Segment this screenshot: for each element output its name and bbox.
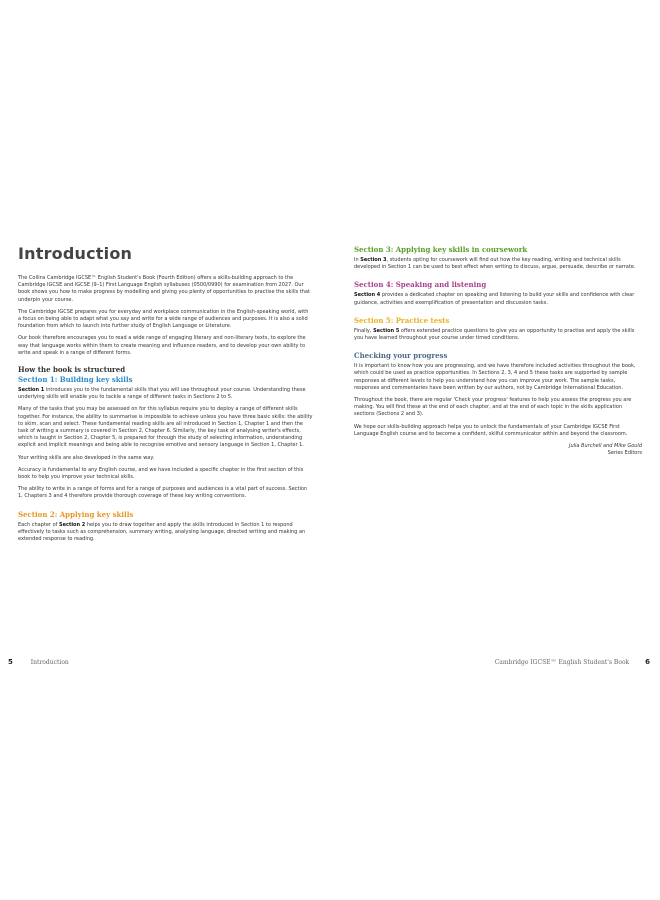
section2-label: Section 2	[58, 521, 86, 528]
progress-heading: Checking your progress	[354, 351, 448, 361]
right-page-number: 6	[645, 658, 650, 666]
footer-right-label: Cambridge IGCSE™ English Student's Book	[494, 659, 630, 666]
progress-paragraph-3: We hope our skills-building approach helps you to unlock the fundamentals of your Cambridge IGCSE First Language English course and to become a confident, skilful communicator within and beyond the classroom.	[354, 423, 628, 437]
section1-paragraph-1	[18, 387, 313, 401]
section1-heading: Section 1: Building key skills	[18, 375, 133, 385]
section5-text: offers extended practice questions to give you an opportunity to practise and apply the skills you have learned throughout your course under timed conditions.	[354, 327, 635, 342]
section2-heading: Section 2: Applying key skills	[18, 509, 134, 519]
progress-paragraph-2: Throughout the book, there are regular 'Check your progress' features to help you assess the progress you are making. You will find these at the end of each chapter, and at the end of each topic in the skills application sections (Sections 2 and 3).	[354, 397, 632, 418]
section5-label: Section 5	[373, 327, 400, 334]
signature-names-text: Julia Burchell and Mike Gould	[568, 443, 642, 450]
section1-paragraph-5: The ability to write in a range of forms and for a range of purposes and audiences is a vital part of success. Section 1, Chapters 3 and 4 therefore provide thorough coverage of these key writing conventions.	[18, 486, 308, 500]
section1-paragraph-2: Many of the tasks that you may be assessed on for this syllabus require you to deploy a range of different skills together. For instance, the ability to summarise is impossible to achieve unless you have three basic skills: the ability to skim, scan and select. These fundamental reading skills are all introduced in Section 1, Chapter 1 and then the task of writing a summary is covered in Section 2, Chapter 6. Similarly, the key task of analysing writer's effects, which is taught in Section 2, Chapter 5, is prepared for through the study of selecting information, understanding explicit and implicit meanings and being able to recognise emotive and sensory language in Section 1, Chapter 1.	[18, 406, 313, 449]
section3-paragraph	[354, 257, 642, 271]
intro-paragraph-3: Our book therefore encourages you to read a wide range of engaging literary and non-literary texts, to explore the way that language works within them to create meaning and influence readers, and to develop your own ability to write and speak in a range of different forms.	[18, 335, 306, 356]
section1-paragraph-3: Your writing skills are also developed in the same way.	[18, 454, 155, 461]
section4-label: Section 4	[354, 292, 381, 299]
intro-paragraph-1: The Collins Cambridge IGCSE™ English Student's Book (Fourth Edition) offers a skills-building approach to the Cambridge IGCSE and IGCSE (9–1) First Language English syllabuses (0500/0990) for examination from 2027. Our book shows you how to make progress by modelling and giving you plenty of opportunities to practise the skills that underpin your course.	[18, 275, 310, 303]
structure-heading: How the book is structured	[18, 365, 126, 375]
page-title: Introduction	[18, 244, 133, 263]
signature-role: Series Editors	[607, 450, 642, 457]
section5-paragraph	[354, 328, 642, 342]
section3-heading: Section 3: Applying key skills in coursework	[354, 245, 528, 254]
section2-text: helps you to draw together and apply the skills introduced in Section 1 to respond effectively to tasks such as comprehension, summary writing, analysing language, directed writing and making an extended response to reading.	[18, 521, 306, 543]
section4-heading: Section 4: Speaking and listening	[354, 280, 487, 290]
section1-paragraph-4: Accuracy is fundamental to any English course, and we have included a specific chapter in the first section of this book to help you improve your technical skills.	[18, 466, 304, 481]
section3-prefix: In	[354, 257, 361, 263]
right-page-column	[354, 245, 642, 457]
progress-paragraph-1: It is important to know how you are progressing, and we have therefore included activities throughout the book, which could be used as practice opportunities. In Sections 2, 3, 4 and 5 these tasks are supported by sample responses at different levels to help you understand how you can improve your work. The sample tasks, responses and commentaries have been written by our authors, not by Cambridge International Education.	[354, 363, 636, 391]
section2-prefix: Each chapter of	[18, 521, 59, 528]
section1-label: Section 1	[18, 387, 45, 394]
footer-left	[8, 658, 69, 666]
section2-paragraph	[18, 522, 313, 544]
section4-paragraph	[354, 292, 642, 306]
section3-label: Section 3	[360, 257, 387, 263]
signature-names	[354, 443, 642, 450]
footer-right	[495, 658, 650, 666]
left-page-number: 5	[8, 658, 13, 666]
section4-text: provides a dedicated chapter on speaking and listening to build your skills and confidence with clear guidance, activities and exemplification of presentation and discussion tasks.	[354, 292, 635, 306]
section5-prefix: Finally,	[354, 327, 374, 334]
section5-heading: Section 5: Practice tests	[354, 315, 450, 325]
footer-left-label: Introduction	[30, 659, 69, 666]
left-page-column	[18, 244, 313, 548]
section1-paragraph-1-text: introduces you to the fundamental skills that you will use throughout your course. Understanding these underlying skills will enable you to tackle a range of different tasks in Sections 2 to 5.	[18, 387, 306, 401]
intro-paragraph-2: The Cambridge IGCSE prepares you for everyday and workplace communication in the English-speaking world, with a focus on being able to adapt what you say and write for a wide range of audiences and purposes. It is also a solid foundation from which to launch into further study of English Language or Literature.	[18, 308, 309, 330]
section3-text: , students opting for coursework will find out how the key reading, writing and technical skills developed in Section 1 can be used to best effect when writing to discuss, argue, persuade, describe or narrate.	[354, 257, 636, 271]
